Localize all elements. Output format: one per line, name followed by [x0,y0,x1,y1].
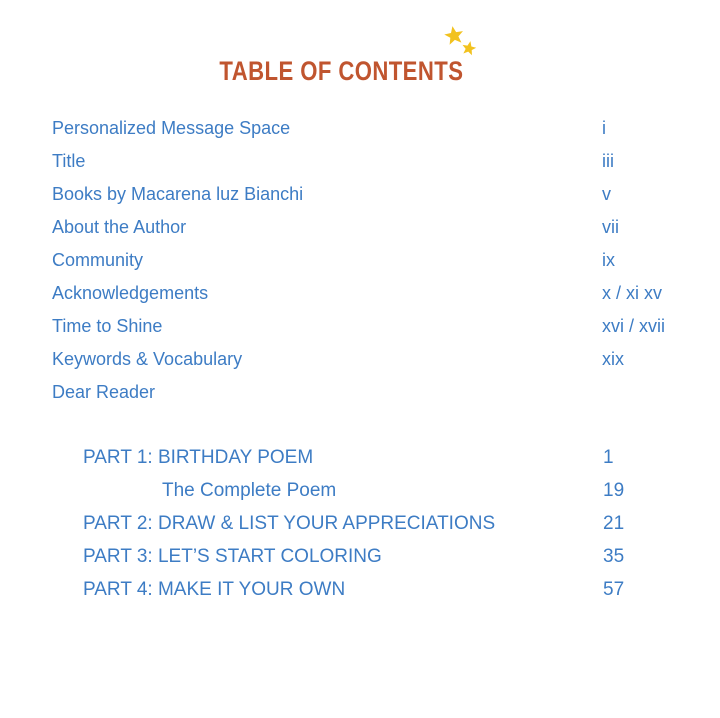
toc-part-label: PART 2: DRAW & LIST YOUR APPRECIATIONS [83,513,496,534]
toc-entry-label: Keywords & Vocabulary [52,349,243,369]
toc-entry-page: iii [602,151,614,171]
toc-part-page: 1 [603,447,614,468]
toc-entry-page: ix [602,250,615,270]
toc-entry-label: About the Author [52,217,187,237]
toc-entry-label: Time to Shine [52,316,163,336]
star-icon [461,40,478,56]
toc-entry-label: Personalized Message Space [52,118,291,138]
toc-entry-label: Community [52,250,144,270]
toc-entry-page: vii [602,217,619,237]
toc-entry-label: Books by Macarena luz Bianchi [52,184,304,204]
toc-entry-page: i [602,118,606,138]
stars-decoration [440,24,480,64]
toc-entry-label: Acknowledgements [52,283,209,303]
toc-part-page: 57 [603,579,625,600]
toc-entry-page: x / xi xv [602,283,663,303]
toc-entry-label: Dear Reader [52,382,156,402]
star-icon [443,24,465,45]
toc-subentry-label: The Complete Poem [162,480,337,501]
toc-part-label: PART 1: BIRTHDAY POEM [83,447,314,468]
page-title: TABLE OF CONTENTS [219,56,464,86]
toc-part-page: 35 [603,546,625,567]
toc-subentry-page: 19 [603,480,625,501]
toc-entry-label: Title [52,151,86,171]
toc-entry-page: v [602,184,611,204]
toc-entry-page: xvi / xvii [602,316,665,336]
toc-part-label: PART 4: MAKE IT YOUR OWN [83,579,346,600]
toc-part-label: PART 3: LET’S START COLORING [83,546,382,567]
toc-part-page: 21 [603,513,625,534]
toc-entry-page: xix [602,349,624,369]
